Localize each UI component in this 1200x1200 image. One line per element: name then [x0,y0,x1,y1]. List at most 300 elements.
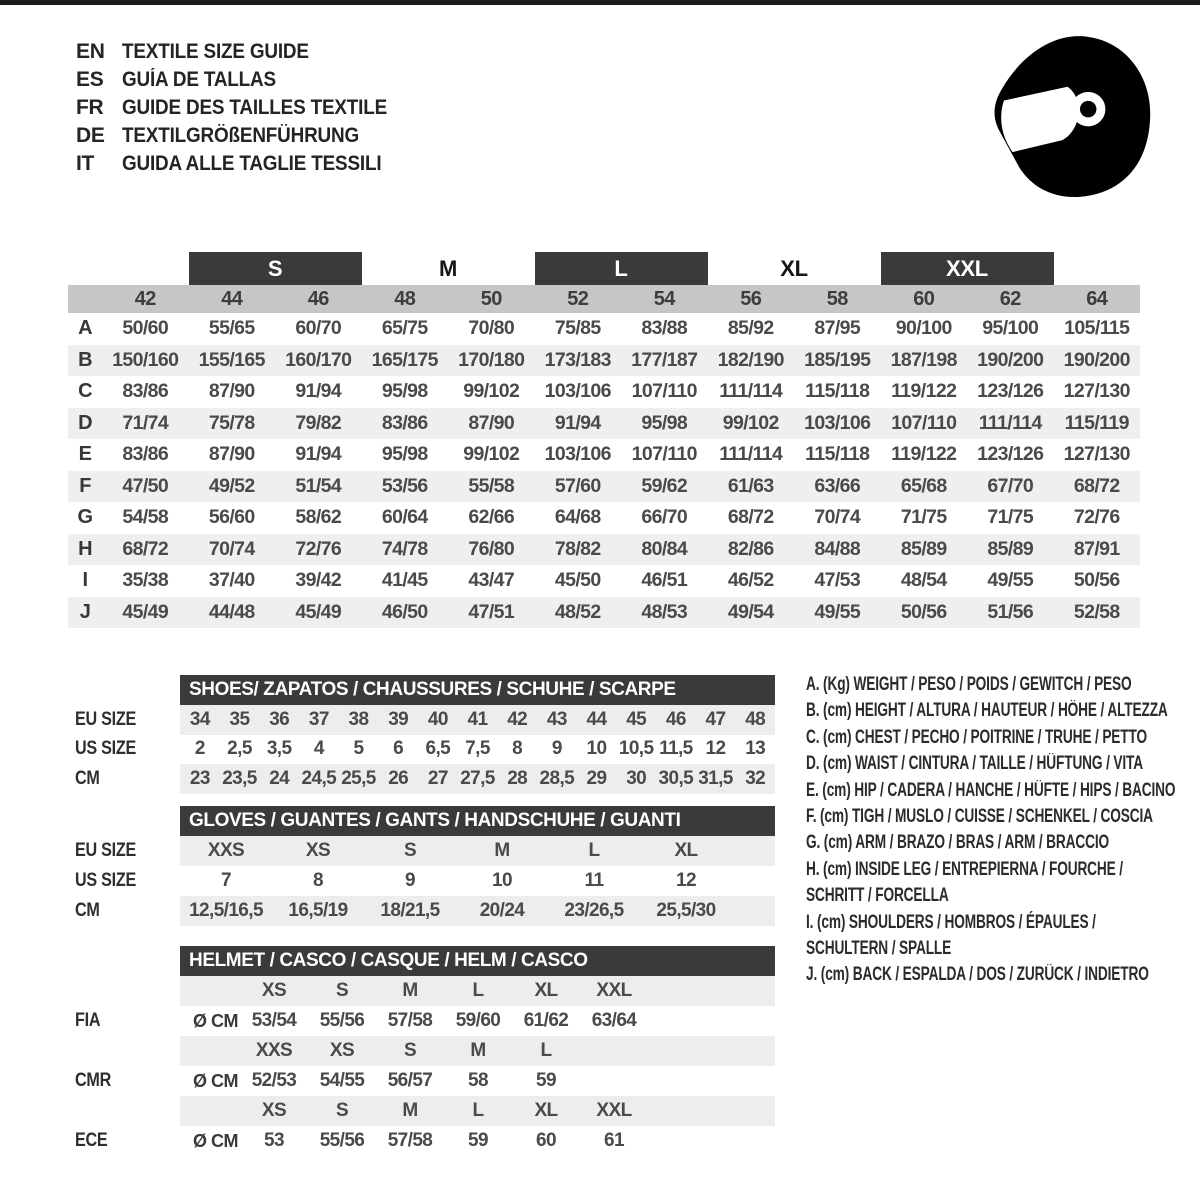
gloves-row-label: EU SIZE [75,840,137,861]
shoes-cell: 27,5 [460,767,495,789]
value-cell: 46/52 [727,569,774,592]
size-label-l: L [535,252,708,285]
size-label-s: S [189,252,362,285]
shoes-cell: 26 [388,767,409,789]
helmet-size-row [75,976,775,1006]
language-row [76,150,416,178]
helmet-size-cell: XXL [596,1100,632,1121]
shoes-row [75,764,775,794]
helmet-size-cell: M [402,980,418,1001]
value-cell: 56/60 [208,506,255,529]
visor-pivot-dot [1080,101,1097,118]
shoes-cell: 41 [467,708,488,730]
value-cell: 47/53 [814,569,861,592]
shoes-row-label: CM [75,767,100,789]
value-cell: 107/110 [631,443,697,466]
helmet-size-band [180,976,775,1006]
helmet-value-cell: 63/64 [591,1010,637,1031]
helmet-row-label [75,1036,164,1066]
language-code: FR [76,96,104,119]
gloves-band [180,836,775,866]
value-cell: 64/68 [554,506,601,529]
helmet-value-cell: 57/58 [387,1010,433,1031]
helmet-value-cell: 54/55 [319,1070,365,1091]
shoes-cell: 24,5 [301,767,337,789]
value-cell: 123/126 [977,443,1044,466]
size-number-58: 58 [826,287,848,310]
helmet-value-cell: 61 [604,1130,624,1151]
value-cell: 99/102 [463,443,520,466]
measure-row-f [68,471,1140,503]
value-cell: 87/95 [814,317,861,340]
gloves-cell: XS [305,840,331,861]
gloves-row [75,836,775,866]
shoes-row [75,735,775,765]
value-cell: 49/55 [987,569,1034,592]
helmet-value-cell: 60 [536,1130,556,1151]
value-cell: 119/122 [891,380,957,403]
helmet-title: HELMET / CASCO / CASQUE / HELM / CASCO [180,946,775,976]
value-cell: 50/56 [900,600,947,623]
shoes-cell: 32 [745,767,766,789]
value-cell: 35/38 [122,569,169,592]
shoes-cell: 38 [348,708,369,730]
value-cell: 48/54 [900,569,947,592]
value-cell: 105/115 [1064,317,1130,340]
shoes-cell: 28 [507,767,528,789]
value-cell: 83/86 [122,443,169,466]
helmet-value-cell: 59 [468,1130,488,1151]
value-cell: 46/51 [641,569,688,592]
value-cell: 150/160 [112,348,179,371]
value-cell: 65/68 [900,474,947,497]
legend-line: J. (cm) BACK / ESPALDA / DOS / ZURÜCK / INDIETRO [806,964,1149,986]
language-code: DE [76,124,105,147]
shoes-row-label: US SIZE [75,738,137,760]
value-cell: 115/118 [805,443,870,466]
measure-row-a [68,313,1140,345]
helmet-row-label [75,1096,164,1126]
row-label-a: A [78,317,92,340]
shoes-row-label: EU SIZE [75,708,137,730]
helmet-value-cell: 59/60 [455,1010,501,1031]
helmet-size-band [180,1096,775,1126]
value-cell: 185/195 [804,348,871,371]
value-cell: 67/70 [987,474,1034,497]
diameter-cm-label: Ø CM [193,1070,238,1091]
value-cell: 68/72 [727,506,774,529]
legend-line: A. (Kg) WEIGHT / PESO / POIDS / GEWITCH / PESO [806,674,1132,695]
diameter-cm-label: Ø CM [193,1130,238,1151]
value-cell: 127/130 [1063,380,1130,403]
value-cell: 87/90 [208,443,255,466]
shoes-cell: 4 [313,738,324,760]
shoes-band [180,705,775,735]
helmet-value-band [180,1006,775,1036]
shoes-cell: 24 [269,767,290,789]
value-cell: 91/94 [295,443,342,466]
helmet-size-row [75,1096,775,1126]
helmet-size-cell: XXS [255,1040,293,1061]
measure-row-c [68,376,1140,408]
value-cell: 54/58 [122,506,169,529]
value-cell: 99/102 [722,411,779,434]
value-cell: 111/114 [719,380,783,403]
gloves-band [180,896,775,926]
value-cell: 47/51 [468,600,515,623]
shoes-cell: 36 [269,708,290,730]
shoes-cell: 46 [665,708,686,730]
shoes-cell: 23,5 [222,767,257,789]
value-cell: 59/62 [641,474,688,497]
row-label-i: I [82,569,88,592]
helmet-size-cell: L [472,1100,484,1121]
shoes-cell: 8 [512,738,523,760]
value-cell: 190/200 [1063,348,1130,371]
helmet-value-cell: 52/53 [251,1070,297,1091]
gloves-title: GLOVES / GUANTES / GANTS / HANDSCHUHE / GUANTI [180,806,775,836]
row-label-f: F [79,474,91,497]
helmet-size-cell: M [402,1100,418,1121]
value-cell: 49/52 [208,474,255,497]
language-title-list [76,38,416,178]
measure-row-g [68,502,1140,534]
size-number-64: 64 [1086,287,1108,310]
helmet-value-cell: 53/54 [251,1010,297,1031]
value-cell: 55/58 [468,474,515,497]
shoes-cell: 2 [194,738,205,760]
value-cell: 103/106 [544,380,611,403]
helmet-rows [75,976,775,1156]
value-cell: 68/72 [1073,474,1120,497]
size-label-xl: XL [780,255,808,281]
helmet-prefix-spacer [180,1096,240,1126]
value-cell: 63/66 [814,474,861,497]
value-cell: 50/60 [122,317,169,340]
helmet-value-cell: 57/58 [387,1130,433,1151]
shoes-cell: 47 [705,708,726,730]
gloves-row-label: CM [75,900,100,921]
measurement-legend [806,672,1176,989]
language-row [76,38,416,66]
legend-line: F. (cm) TIGH / MUSLO / CUISSE / SCHENKEL / COSCIA [806,806,1153,828]
value-cell: 173/183 [544,348,611,371]
value-cell: 95/98 [381,380,428,403]
shoes-cell: 30,5 [658,767,694,789]
shoes-cell: 31,5 [698,767,733,789]
shoes-cell: 35 [229,708,250,730]
value-cell: 52/58 [1073,600,1120,623]
language-title: TEXTILGRÖßENFÜHRUNG [122,124,360,147]
shoes-cell: 10,5 [618,738,654,760]
shoes-band [180,764,775,794]
gloves-row [75,866,775,896]
language-row [76,94,416,122]
row-label-b: B [78,348,92,371]
gloves-cell: 18/21,5 [380,900,440,921]
value-cell: 83/88 [641,317,688,340]
language-code: IT [76,152,95,175]
value-cell: 45/50 [554,569,601,592]
helmet-value-cell: 56/57 [387,1070,433,1091]
gloves-cell: XXS [207,840,245,861]
value-cell: 44/48 [208,600,255,623]
gloves-cell: 25,5/30 [656,900,716,921]
value-cell: 99/102 [463,380,520,403]
shoes-cell: 44 [586,708,607,730]
value-cell: 70/74 [208,537,255,560]
value-cell: 170/180 [458,348,525,371]
size-number-46: 46 [307,287,329,310]
value-cell: 46/50 [381,600,428,623]
row-label-d: D [78,411,92,434]
value-cell: 165/175 [371,348,438,371]
measure-row-b [68,345,1140,377]
value-cell: 53/56 [381,474,428,497]
measure-row-e [68,439,1140,471]
language-title: GUIDE DES TAILLES TEXTILE [122,96,388,119]
size-number-50: 50 [480,287,502,310]
row-label-e: E [78,443,92,466]
value-cell: 68/72 [122,537,169,560]
shoes-cell: 2,5 [227,738,252,760]
legend-line: C. (cm) CHEST / PECHO / POITRINE / TRUHE / PETTO [806,726,1147,748]
shoes-cell: 42 [507,708,528,730]
value-cell: 95/98 [641,411,688,434]
size-number-44: 44 [221,287,243,310]
value-cell: 103/106 [804,411,871,434]
size-number-42: 42 [134,287,156,310]
shoes-cell: 10 [586,738,607,760]
gloves-cell: 7 [221,870,231,891]
value-cell: 45/49 [295,600,342,623]
gloves-cell: 10 [492,870,512,891]
value-cell: 87/90 [468,411,515,434]
measure-row-h [68,534,1140,566]
gloves-cell: 12,5/16,5 [189,900,263,921]
value-cell: 75/78 [208,411,255,434]
value-cell: 65/75 [381,317,428,340]
helmet-size-table [75,946,775,1156]
value-cell: 71/74 [122,411,169,434]
gloves-row [75,896,775,926]
gloves-cell: L [588,840,600,861]
value-cell: 83/86 [381,411,428,434]
size-number-48: 48 [394,287,416,310]
shoes-title: SHOES/ ZAPATOS / CHAUSSURES / SCHUHE / SCARPE [180,675,775,705]
value-cell: 84/88 [814,537,861,560]
value-cell: 70/80 [468,317,515,340]
helmet-size-band [180,1036,775,1066]
shoes-cell: 9 [551,738,562,760]
gloves-size-table [75,806,775,926]
value-cell: 71/75 [900,506,947,529]
value-cell: 58/62 [295,506,342,529]
gloves-cell: M [494,840,510,861]
shoes-row [75,705,775,735]
value-cell: 85/89 [900,537,947,560]
helmet-standard-label: ECE [75,1130,108,1151]
helmet-value-cell: 55/56 [319,1010,365,1031]
shoes-cell: 39 [388,708,409,730]
value-cell: 107/110 [631,380,697,403]
helmet-value-cell: 53 [264,1130,284,1151]
helmet-value-cell: 55/56 [319,1130,365,1151]
diameter-cm-label: Ø CM [193,1010,238,1031]
helmet-standard-label: FIA [75,1010,101,1031]
row-label-h: H [78,537,92,560]
size-number-row [68,285,1140,313]
gloves-cell: 11 [584,870,604,891]
size-number-56: 56 [740,287,762,310]
helmet-size-cell: L [540,1040,552,1061]
value-cell: 91/94 [295,380,342,403]
language-title: GUIDA ALLE TAGLIE TESSILI [122,152,382,175]
value-cell: 103/106 [544,443,611,466]
gloves-cell: 12 [676,870,696,891]
value-cell: 155/165 [198,348,265,371]
legend-line: E. (cm) HIP / CADERA / HANCHE / HÜFTE / HIPS / BACINO [806,779,1176,801]
helmet-size-cell: XS [329,1040,355,1061]
value-cell: 177/187 [631,348,698,371]
helmet-size-cell: XS [261,1100,287,1121]
value-cell: 71/75 [987,506,1034,529]
value-cell: 82/86 [727,537,774,560]
helmet-size-cell: M [470,1040,486,1061]
value-cell: 75/85 [554,317,601,340]
shoes-cell: 13 [745,738,766,760]
helmet-size-cell: XL [534,1100,558,1121]
measure-row-d [68,408,1140,440]
helmet-value-row [75,1006,775,1036]
value-cell: 83/86 [122,380,169,403]
value-cell: 87/91 [1073,537,1120,560]
shoes-band [180,735,775,765]
language-title: TEXTILE SIZE GUIDE [122,40,309,63]
gloves-band [180,866,775,896]
legend-line: H. (cm) INSIDE LEG / ENTREPIERNA / FOURCHE / [806,858,1123,880]
value-cell: 72/76 [295,537,342,560]
size-number-52: 52 [567,287,589,310]
legend-line: SCHRITT / FORCELLA [806,885,949,907]
value-cell: 95/100 [982,317,1039,340]
value-cell: 115/118 [805,380,870,403]
value-cell: 90/100 [895,317,952,340]
value-cell: 62/66 [468,506,515,529]
value-cell: 85/89 [987,537,1034,560]
value-cell: 60/70 [295,317,342,340]
shoes-cell: 11,5 [659,738,693,760]
value-cell: 95/98 [381,443,428,466]
legend-line: SCHULTERN / SPALLE [806,938,952,960]
size-label-m: M [438,255,458,281]
value-cell: 160/170 [285,348,352,371]
helmet-value-band [180,1066,775,1096]
helmet-size-cell: S [335,1100,349,1121]
shoes-cell: 27 [427,767,448,789]
shoes-cell: 40 [427,708,448,730]
value-cell: 107/110 [891,411,957,434]
helmet-value-cell: 58 [468,1070,488,1091]
language-row [76,66,416,94]
helmet-prefix-spacer [180,1036,240,1066]
value-cell: 55/65 [208,317,255,340]
row-label-c: C [78,380,92,403]
language-title: GUÍA DE TALLAS [122,68,276,91]
value-cell: 78/82 [554,537,601,560]
helmet-size-cell: S [335,980,349,1001]
value-cell: 49/55 [814,600,861,623]
value-cell: 115/119 [1064,411,1129,434]
value-cell: 119/122 [891,443,957,466]
value-cell: 111/114 [719,443,783,466]
value-cell: 182/190 [717,348,784,371]
value-cell: 72/76 [1073,506,1120,529]
shoes-cell: 25,5 [341,767,376,789]
shoes-cell: 12 [705,738,726,760]
language-row [76,122,416,150]
value-cell: 190/200 [977,348,1044,371]
corner-cell [68,285,102,313]
shoes-rows [75,705,775,794]
gloves-cell: XL [674,840,698,861]
gloves-cell: 9 [405,870,415,891]
helmet-size-row [75,1036,775,1066]
shoes-cell: 43 [546,708,567,730]
size-label-row [68,252,1140,285]
gloves-cell: 8 [313,870,323,891]
shoes-cell: 34 [189,708,210,730]
value-cell: 39/42 [295,569,342,592]
helmet-size-cell: L [472,980,484,1001]
shoes-cell: 28,5 [539,767,575,789]
gloves-cell: 23/26,5 [564,900,624,921]
language-code: EN [76,40,105,63]
value-cell: 45/49 [122,600,169,623]
value-cell: 61/63 [727,474,774,497]
value-cell: 47/50 [122,474,169,497]
gloves-row-label: US SIZE [75,870,137,891]
shoes-cell: 3,5 [266,738,292,760]
value-cell: 76/80 [468,537,515,560]
value-cell: 57/60 [554,474,601,497]
helmet-prefix-spacer [180,976,240,1006]
shoes-cell: 23 [189,767,210,789]
measure-row-i [68,565,1140,597]
value-cell: 41/45 [381,569,428,592]
value-cell: 51/54 [295,474,342,497]
value-cell: 80/84 [641,537,688,560]
language-code: ES [76,68,104,91]
value-cell: 187/198 [890,348,957,371]
value-cell: 50/56 [1073,569,1120,592]
value-cell: 48/53 [641,600,688,623]
value-cell: 51/56 [987,600,1034,623]
helmet-size-cell: XS [261,980,287,1001]
shoes-cell: 6,5 [425,738,451,760]
value-cell: 48/52 [554,600,601,623]
gloves-cell: S [403,840,417,861]
shoes-cell: 5 [353,738,364,760]
size-number-62: 62 [999,287,1021,310]
shoes-cell: 37 [308,708,329,730]
value-cell: 79/82 [295,411,342,434]
helmet-standard-label: CMR [75,1070,112,1091]
shoes-size-table [75,675,775,794]
shoes-cell: 29 [586,767,607,789]
row-label-g: G [77,506,93,529]
value-cell: 91/94 [554,411,601,434]
